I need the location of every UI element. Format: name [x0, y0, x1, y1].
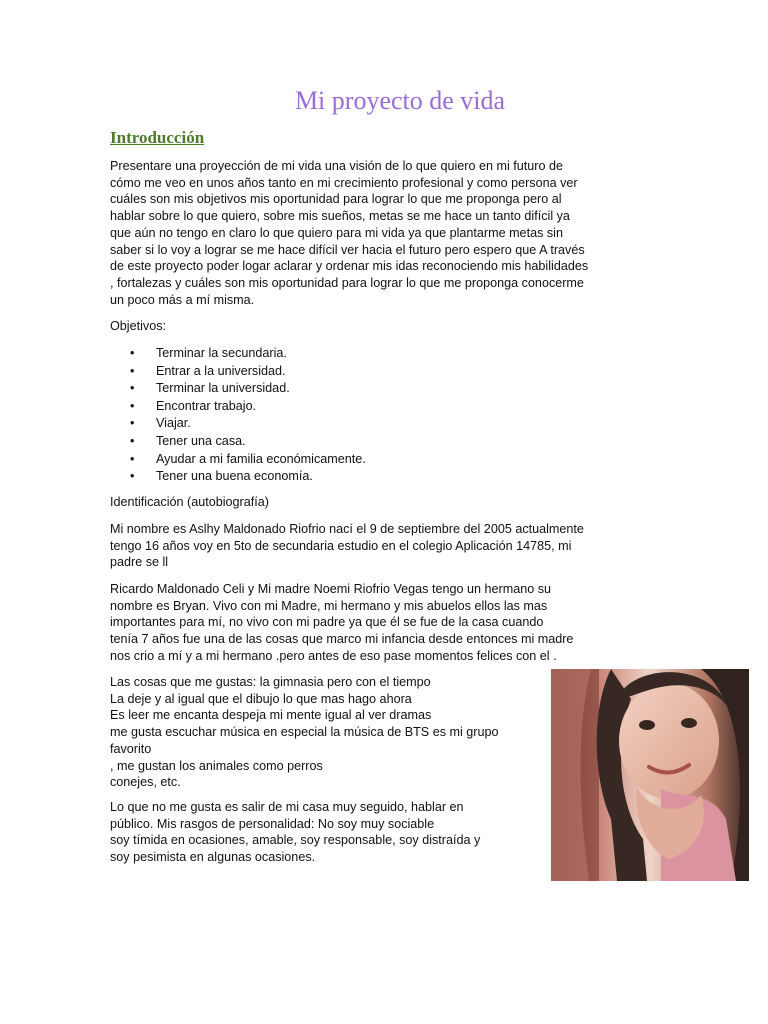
- objective-text: Entrar a la universidad.: [156, 363, 286, 378]
- objective-text: Viajar.: [156, 416, 191, 431]
- intro-heading: Introducción: [110, 128, 205, 147]
- list-item: [130, 415, 366, 433]
- objective-text: Encontrar trabajo.: [156, 398, 257, 413]
- list-item: [130, 363, 366, 381]
- list-item: [130, 345, 366, 363]
- bullet-icon: •: [130, 416, 135, 431]
- objective-text: Tener una buena economía.: [156, 469, 313, 484]
- bullet-icon: •: [130, 363, 135, 378]
- objective-text: Tener una casa.: [156, 433, 246, 448]
- bullet-icon: •: [130, 346, 135, 360]
- family-paragraph: Ricardo Maldonado Celi y Mi madre Noemi Riofrio Vegas tengo un hermano su nombre es Bryan. Vivo con mi Madre, mi hermano y mis abuelos ellos las mas importantes para mí, no vivo con mi padre ya que él se fue de la casa cuando tenía 7 años fue una de las cosas que marco mi infancia desde entonces mi madre nos crio a mí y a mi hermano .pero antes de eso pase momentos felices con el .: [110, 582, 574, 663]
- list-item: [130, 398, 366, 416]
- list-item: [130, 380, 366, 398]
- likes-paragraph: Las cosas que me gustas: la gimnasia pero con el tiempo La deje y al igual que el dibujo lo que mas hago ahora Es leer me encanta despeja mi mente igual al ver dramas me gusta escuchar música en especial la música de BTS es mi grupo favorito , me gustan los animales como perros conejes, etc.: [110, 675, 499, 790]
- objectives-list: [130, 345, 366, 486]
- objective-text: Terminar la universidad.: [156, 381, 290, 396]
- bullet-icon: •: [130, 381, 135, 396]
- portrait-photo: [551, 669, 749, 881]
- bullet-icon: •: [130, 469, 135, 484]
- list-item: [130, 433, 366, 451]
- name-paragraph: Mi nombre es Aslhy Maldonado Riofrio nací el 9 de septiembre del 2005 actualmente tengo 16 años voy en 5to de secundaria estudio en el colegio Aplicación 14785, mi padre se ll: [110, 522, 584, 570]
- bullet-icon: •: [130, 398, 135, 413]
- list-item: [130, 451, 366, 469]
- intro-paragraph: Presentare una proyección de mi vida una visión de lo que quiero en mi futuro de cómo me veo en unos años tanto en mi crecimiento profesional y como persona ver cuáles son mis objetivos mis oportunidad para lograr lo que me proponga pero al hablar sobre lo que quiero, sobre mis sueños, metas se me hace un tanto difícil ya que aún no tengo en claro lo que quiero para mi vida ya que plantarme metas sin saber si lo voy a lograr se me hace difícil ver hacia el futuro pero espero que A través de este proyecto poder logar aclarar y ordenar mis idas reconociendo mis habilidades , fortalezas y cuáles son mis oportunidad para lograr lo que me proponga conocerme un poco más a mí misma.: [110, 159, 589, 307]
- objective-text: Terminar la secundaria.: [156, 346, 287, 360]
- list-item: [130, 468, 366, 486]
- identification-label: Identificación (autobiografía): [110, 495, 269, 509]
- bullet-icon: •: [130, 451, 135, 466]
- portrait-illustration: [551, 669, 749, 881]
- document-title: Mi proyecto de vida: [294, 86, 506, 115]
- bullet-icon: •: [130, 433, 135, 448]
- dislikes-paragraph: Lo que no me gusta es salir de mi casa muy seguido, hablar en público. Mis rasgos de personalidad: No soy muy sociable soy tímida en ocasiones, amable, soy responsable, soy distraída y soy pesimista en algunas ocasiones.: [110, 800, 481, 865]
- objectives-label: Objetivos:: [110, 319, 166, 333]
- objective-text: Ayudar a mi familia económicamente.: [156, 451, 366, 466]
